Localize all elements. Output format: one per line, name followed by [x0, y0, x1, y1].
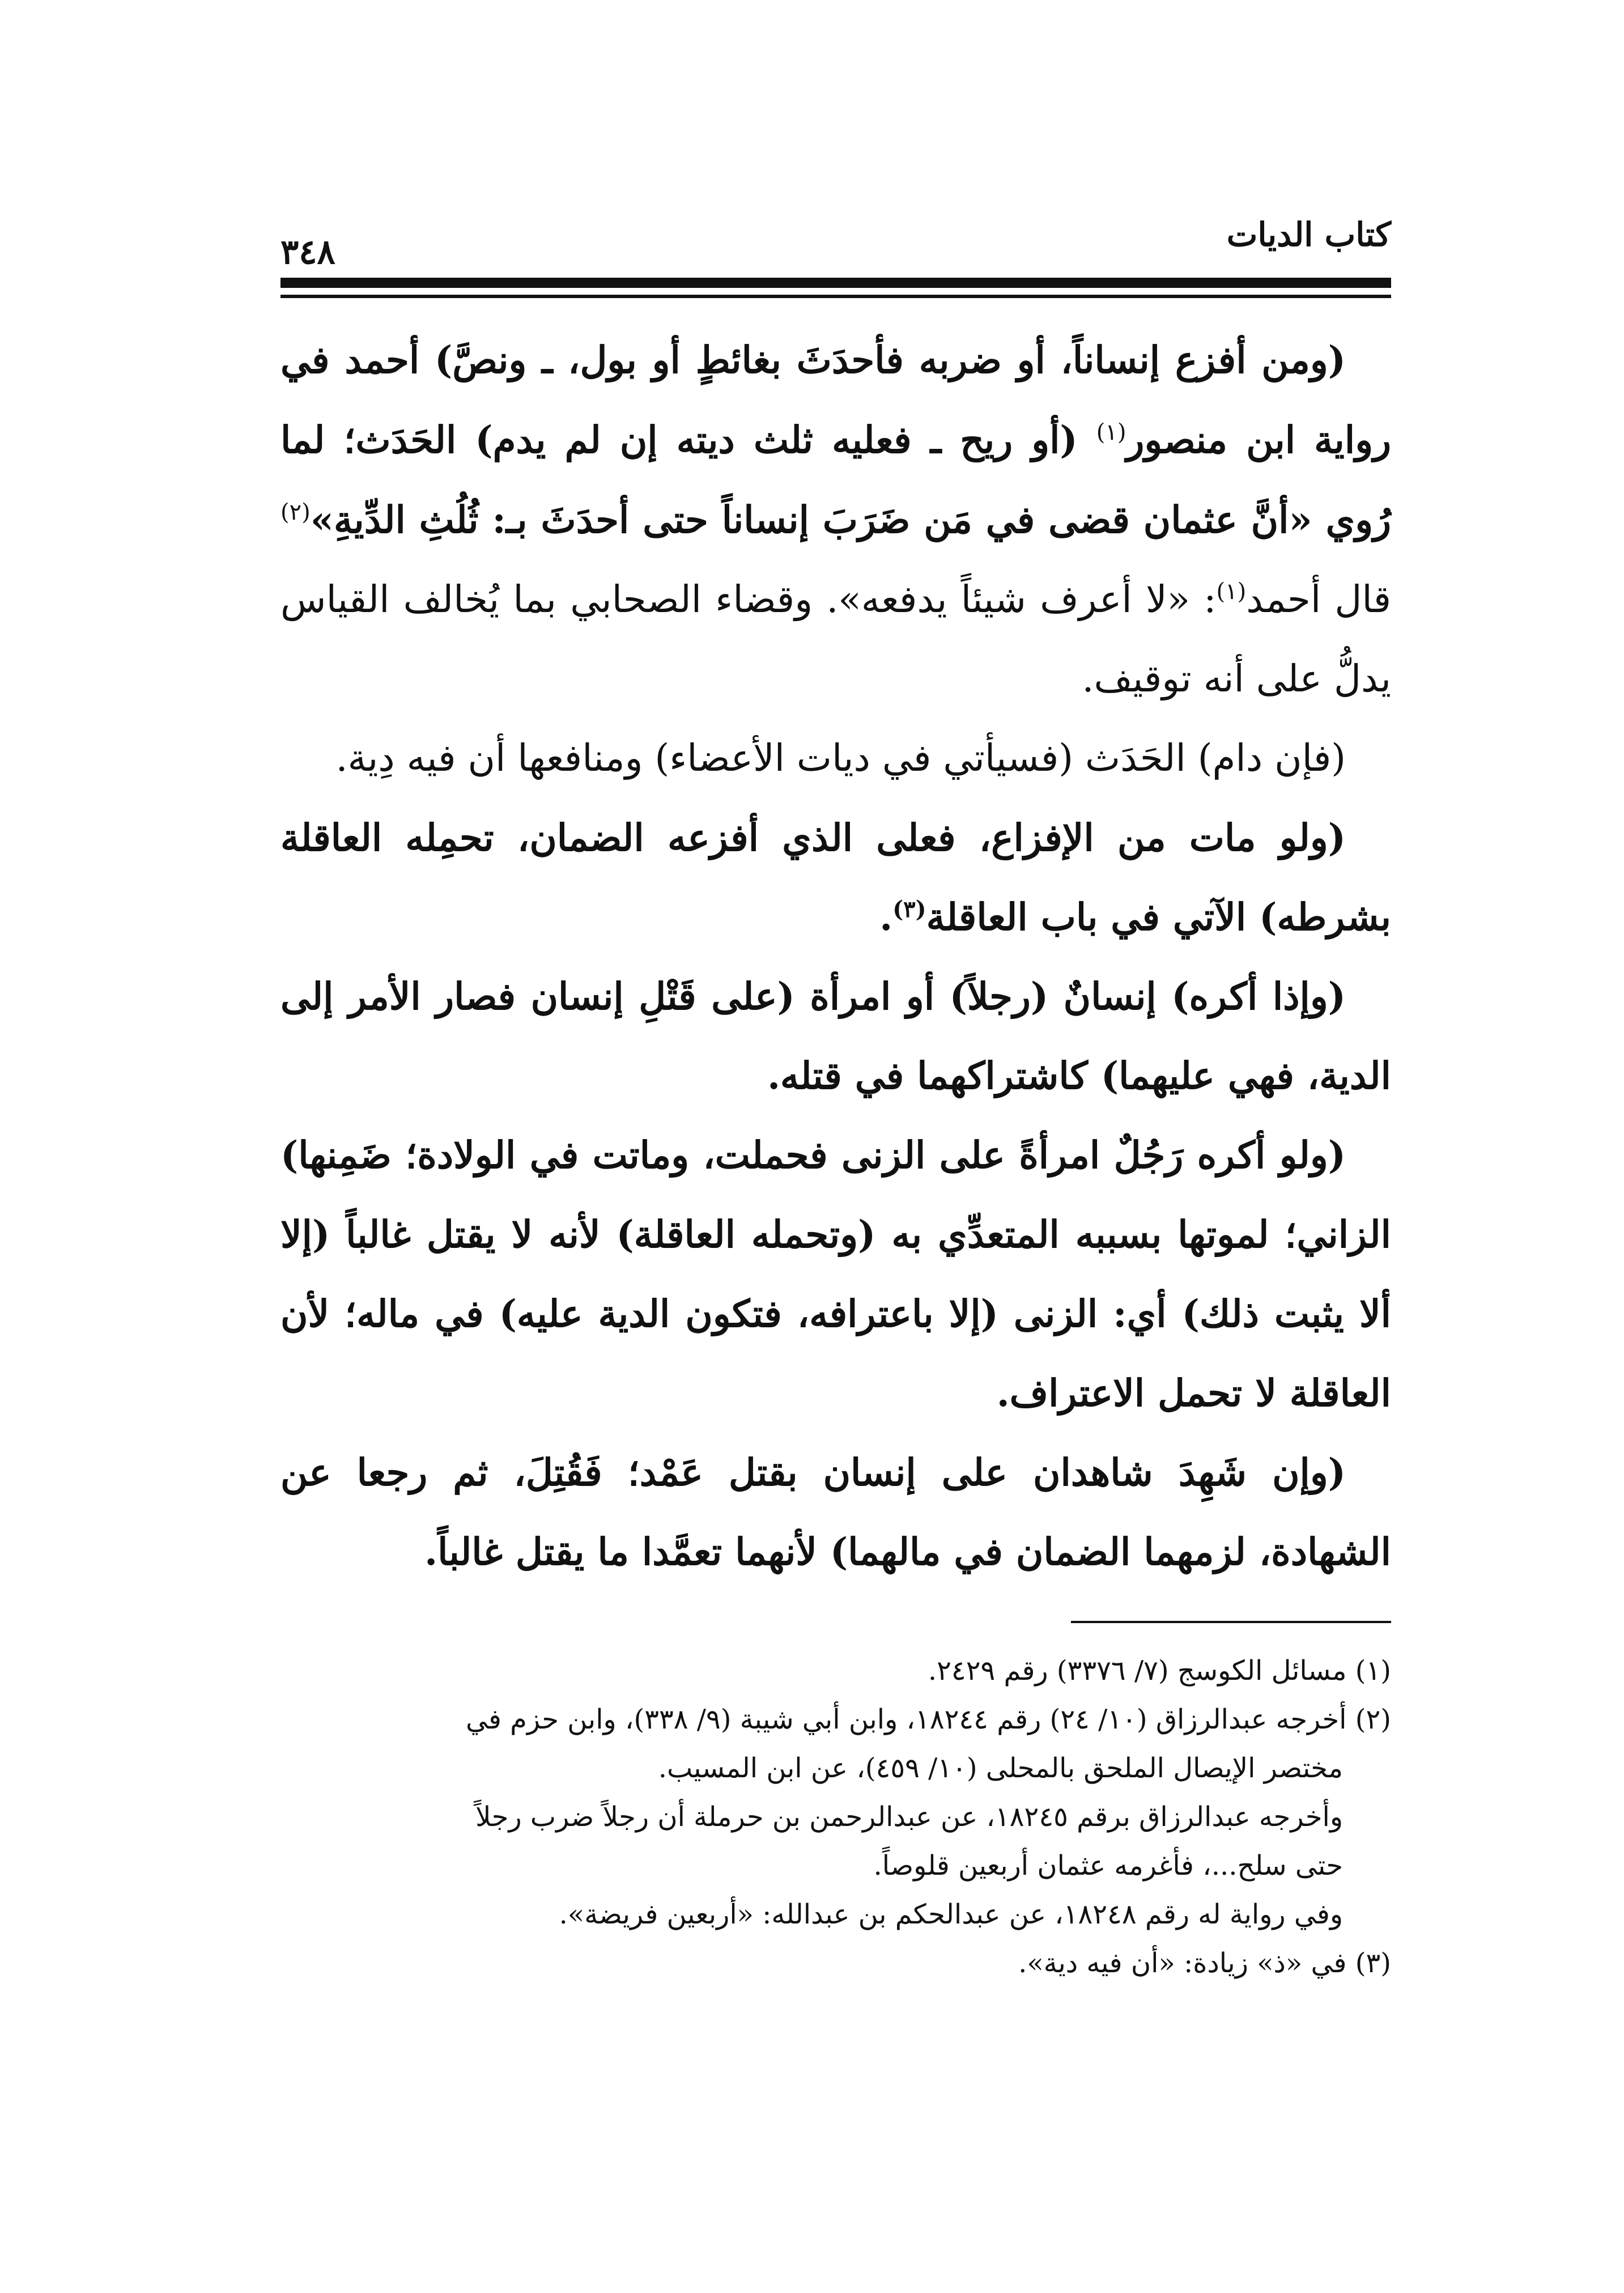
page-header [280, 210, 1391, 272]
footnote-2-line-3: وأخرجه عبدالرزاق برقم ١٨٢٤٥، عن عبدالرحمن بن حرملة أن رجلاً ضرب رجلاً [475, 1801, 1343, 1833]
paragraph-1 [280, 320, 1391, 719]
footnote-1: (١) مسائل الكوسج (٧/ ٣٣٧٦) رقم ٢٤٢٩. [928, 1655, 1391, 1687]
paragraph-1-part-a: (ومن أفزع إنساناً، أو ضربه فأحدَثَ بغائطٍ أو بول، ـ ونصَّ) أحمد في رواية ابن منصور [280, 338, 1391, 462]
page-number: ٣٤٨ [280, 232, 335, 272]
header-rule-thin [280, 295, 1391, 298]
paragraph-5: (ولو أكره رَجُلٌ امرأةً على الزنى فحملت، وماتت في الولادة؛ ضَمِنها) الزاني؛ لموتها بسببه المتعدِّي به (وتحمله العاقلة) لأنه لا يقتل غالباً (إلا ألا يثبت ذلك) أي: الزنى (إلا باعترافه، فتكون الدية عليه) في ماله؛ لأن العاقلة لا تحمل الاعتراف. [280, 1133, 1391, 1415]
paragraph-4: (وإذا أكره) إنسانٌ (رجلاً) أو امرأة (على قَتْلِ إنسان فصار الأمر إلى الدية، فهي عليهما) كاشتراكهما في قتله. [280, 974, 1391, 1098]
paragraph-1-part-d: : «لا أعرف شيئاً يدفعه». وقضاء الصحابي بما يُخالف القياس يدلُّ على أنه توقيف. [280, 578, 1391, 700]
footnote-separator [1071, 1621, 1391, 1623]
paragraph-3-part-b: . [879, 895, 893, 939]
paragraph-3 [280, 798, 1391, 957]
footnote-2-line-4: حتى سلح...، فأغرمه عثمان أربعين قلوصاً. [873, 1850, 1343, 1882]
footnote-ref-1: (١) [1096, 419, 1126, 445]
header-rule-thick [280, 278, 1391, 288]
chapter-title: كتاب الديات [1226, 215, 1391, 254]
paragraph-3-part-a: (ولو مات من الإفزاع، فعلى الذي أفزعه الضمان، تحمِله العاقلة بشرطه) الآتي في باب العاقلة [280, 816, 1391, 939]
footnote-3: (٣) في «ذ» زيادة: «أن فيه دية». [1018, 1947, 1391, 1979]
main-text [280, 320, 1391, 1591]
footnotes [280, 1646, 1391, 1988]
paragraph-2: (فإن دام) الحَدَث (فسيأتي في ديات الأعضاء) ومنافعها أن فيه دِية. [335, 736, 1346, 780]
footnote-2: (٢) أخرجه عبدالرزاق (١٠/ ٢٤) رقم ١٨٢٤٤، وابن أبي شيبة (٩/ ٣٣٨)، وابن حزم في [465, 1704, 1391, 1735]
footnote-ref-3: (٣) [892, 896, 926, 923]
footnote-ref-1b: (١) [1216, 579, 1247, 605]
paragraph-6: (وإن شَهِدَ شاهدان على إنسان بقتل عَمْد؛ فَقُتِلَ، ثم رجعا عن الشهادة، لزمهما الضمان في مالهما) لأنهما تعمَّدا ما يقتل غالباً. [280, 1450, 1391, 1574]
footnote-2-line-2: مختصر الإيصال الملحق بالمحلى (١٠/ ٤٥٩)، عن ابن المسيب. [658, 1752, 1343, 1784]
footnote-ref-2: (٢) [280, 499, 311, 525]
paragraph-1-part-b: (أو ريح ـ فعليه ثلث ديته إن لم يدم) الحَدَث؛ لما رُوي «أنَّ عثمان قضى في مَن ضَرَبَ إنساناً حتى أحدَثَ بـ: ثُلُثِ الدِّيةِ» [280, 418, 1391, 542]
paragraph-1-part-c: قال أحمد [1246, 578, 1392, 621]
footnote-2-line-5: وفي رواية له رقم ١٨٢٤٨، عن عبدالحكم بن عبدالله: «أربعين فريضة». [559, 1899, 1343, 1930]
